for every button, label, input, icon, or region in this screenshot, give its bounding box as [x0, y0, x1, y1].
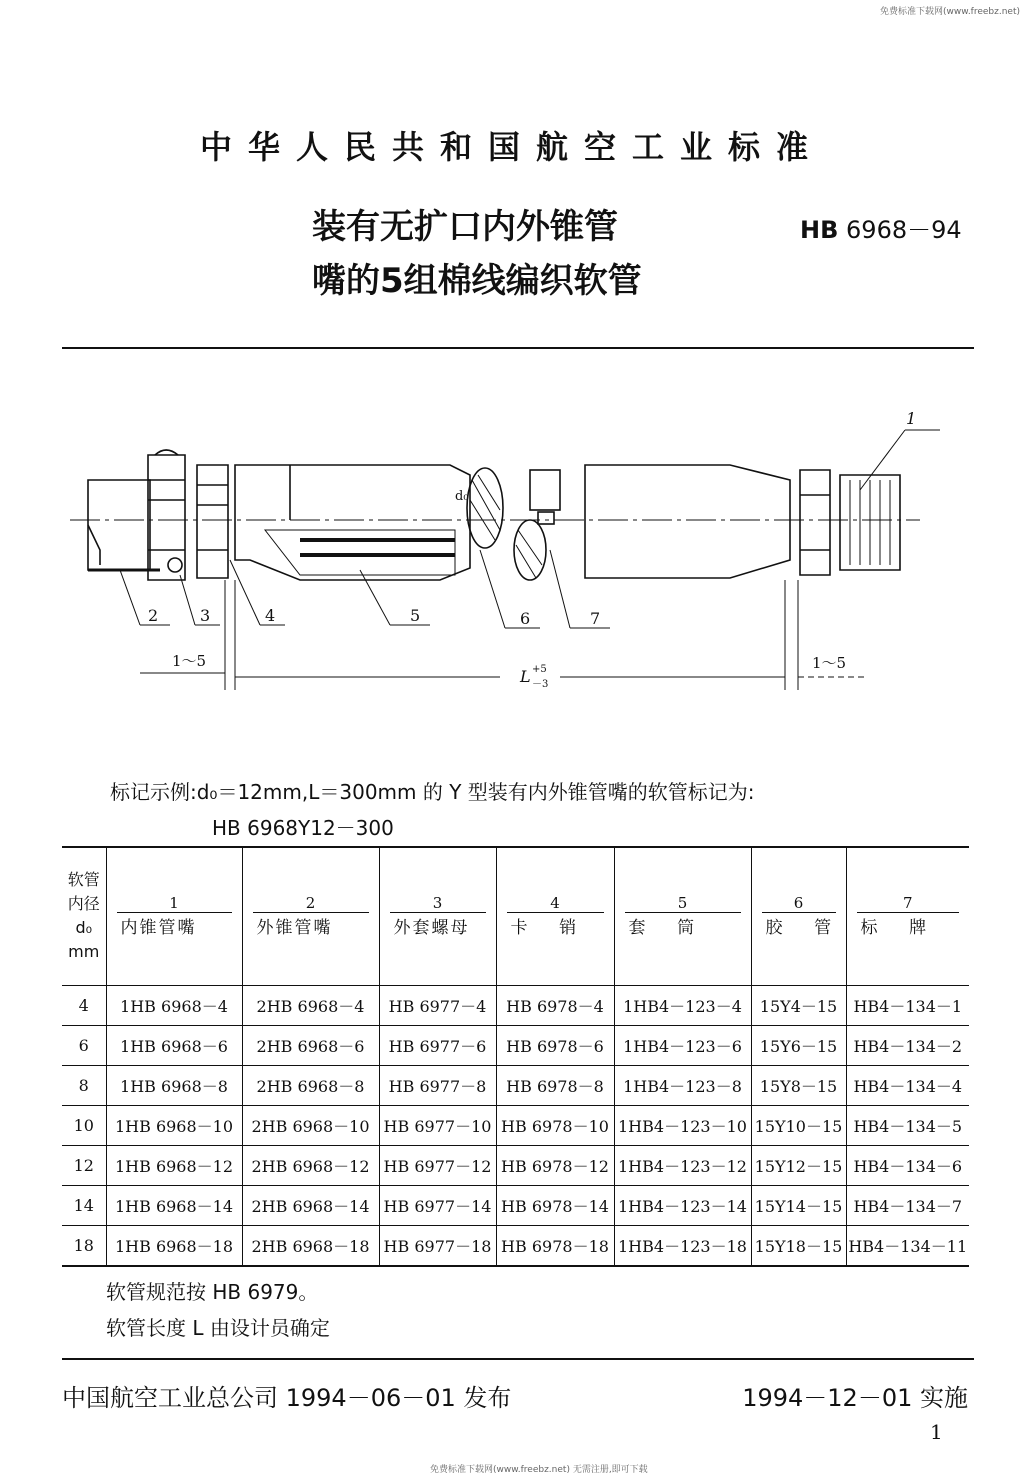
callout-3: 3: [200, 606, 211, 625]
table-cell: 2HB 6968－10: [242, 1105, 379, 1145]
table-cell: HB4－134－7: [846, 1185, 969, 1225]
table-cell: HB 6978－8: [496, 1065, 614, 1105]
table-cell: 1HB4－123－12: [614, 1145, 751, 1185]
table-cell: 1HB 6968－8: [106, 1065, 242, 1105]
table-cell: 1HB 6968－4: [106, 985, 242, 1025]
standard-code-prefix: HB: [800, 216, 839, 244]
table-row: [62, 985, 969, 1025]
table-cell: HB4－134－4: [846, 1065, 969, 1105]
table-cell: 15Y14－15: [751, 1185, 846, 1225]
sleeve-section-hatch: [265, 530, 455, 575]
header-col-1-name: 内锥管嘴: [117, 912, 232, 938]
table-cell: 1HB4－123－8: [614, 1065, 751, 1105]
callout-1: 1: [906, 409, 917, 428]
table-cell: 15Y4－15: [751, 985, 846, 1025]
dim-right-label: 1～5: [812, 654, 847, 672]
table-cell: 1HB4－123－10: [614, 1105, 751, 1145]
table-cell: HB4－134－1: [846, 985, 969, 1025]
table-cell: HB 6978－14: [496, 1185, 614, 1225]
header-col-3-name: 外套螺母: [390, 912, 486, 938]
table-cell: 1HB4－123－4: [614, 985, 751, 1025]
table-cell: HB 6977－6: [379, 1025, 496, 1065]
table-cell: 12: [62, 1145, 106, 1185]
document-title-line2: 嘴的5组棉线编织软管: [312, 261, 642, 301]
tag-band: [530, 470, 560, 510]
table-cell: 15Y6－15: [751, 1025, 846, 1065]
table-cell: 14: [62, 1185, 106, 1225]
header-col-7-name: 标 牌: [857, 912, 960, 938]
header-col-2-num: 2: [305, 894, 316, 913]
header-hose-bore-line1: 软管: [67, 870, 100, 890]
hose-assembly-drawing: [60, 400, 980, 700]
header-hose-bore-line2: 内径: [67, 894, 100, 914]
table-cell: 1HB4－123－6: [614, 1025, 751, 1065]
table-cell: 4: [62, 985, 106, 1025]
d0-label: d₀: [455, 489, 469, 504]
header-col-7-num: 7: [902, 894, 913, 913]
header-col-1-num: 1: [169, 894, 179, 913]
table-cell: 2HB 6968－18: [242, 1225, 379, 1266]
table-cell: HB 6978－18: [496, 1225, 614, 1266]
header-hose-bore-line4: mm: [68, 942, 100, 962]
dim-length-tol-lower: －3: [532, 679, 549, 690]
table-cell: HB 6977－18: [379, 1225, 496, 1266]
callout-5: 5: [410, 606, 421, 625]
header-hose-bore: [62, 847, 106, 985]
document-title-line1: 装有无扩口内外锥管: [312, 207, 618, 247]
callout-4: 4: [265, 606, 276, 625]
standard-code-number: 6968－94: [846, 216, 962, 244]
table-cell: 8: [62, 1065, 106, 1105]
header-hose-bore-line3: d₀: [75, 918, 93, 938]
header-col-4-name: 卡 销: [507, 912, 604, 938]
header-col-3-num: 3: [432, 894, 443, 913]
header-col-5-name: 套 筒: [625, 912, 741, 938]
table-cell: HB 6978－6: [496, 1025, 614, 1065]
header-col-7: [846, 847, 969, 985]
table-cell: HB 6977－10: [379, 1105, 496, 1145]
table-cell: 15Y12－15: [751, 1145, 846, 1185]
table-cell: HB 6978－4: [496, 985, 614, 1025]
dim-length-label: L: [520, 667, 531, 686]
table-cell: 15Y8－15: [751, 1065, 846, 1105]
header-col-2-name: 外锥管嘴: [253, 912, 369, 938]
table-cell: 15Y10－15: [751, 1105, 846, 1145]
sleeve: [235, 465, 470, 580]
dimension-lines: [140, 580, 865, 690]
right-nut: [800, 470, 830, 575]
header-col-6-num: 6: [793, 894, 804, 913]
table-cell: HB 6978－12: [496, 1145, 614, 1185]
header-col-2: [242, 847, 379, 985]
inner-cone-nipple: [88, 480, 150, 570]
table-cell: 2HB 6968－6: [242, 1025, 379, 1065]
watermark-top: 免费标准下载网(www.freebz.net): [880, 7, 1020, 17]
header-col-5-num: 5: [677, 894, 688, 913]
header-col-6-name: 胶 管: [762, 912, 836, 938]
header-col-4-num: 4: [550, 894, 560, 913]
callout-6: 6: [520, 609, 531, 628]
table-cell: 1HB 6968－18: [106, 1225, 242, 1266]
table-cell: HB 6977－4: [379, 985, 496, 1025]
table-cell: HB 6977－8: [379, 1065, 496, 1105]
table-cell: 10: [62, 1105, 106, 1145]
marking-code: HB 6968Y12－300: [212, 816, 394, 840]
table-cell: 18: [62, 1225, 106, 1266]
callout-7: 7: [590, 609, 601, 628]
table-cell: HB4－134－6: [846, 1145, 969, 1185]
lock-pin: [168, 558, 182, 572]
table-cell: HB 6977－12: [379, 1145, 496, 1185]
header-col-4: [496, 847, 614, 985]
table-cell: HB4－134－11: [846, 1225, 969, 1266]
table-cell: 1HB4－123－14: [614, 1185, 751, 1225]
table-cell: HB 6977－14: [379, 1185, 496, 1225]
table-cell: 6: [62, 1025, 106, 1065]
standard-code: [800, 210, 962, 245]
header-col-1: [106, 847, 242, 985]
sleeve-right: [585, 465, 790, 578]
page-number: 1: [930, 1420, 943, 1444]
table-cell: 1HB 6968－10: [106, 1105, 242, 1145]
table-cell: HB4－134－5: [846, 1105, 969, 1145]
header-col-6: [751, 847, 846, 985]
standard-title: 中华人民共和国航空工业标准: [199, 128, 824, 166]
note-hose-length: 软管长度 L 由设计员确定: [106, 1316, 330, 1340]
header-col-5: [614, 847, 751, 985]
footer-rule: [62, 1358, 974, 1360]
note-hose-spec: 软管规范按 HB 6979。: [106, 1280, 319, 1304]
watermark-bottom: 免费标准下载网(www.freebz.net) 无需注册,即可下载: [430, 1465, 648, 1475]
union-nut: [148, 455, 185, 580]
header-rule: [62, 347, 974, 349]
table-row: [62, 1145, 969, 1185]
issue-date: 中国航空工业总公司 1994－06－01 发布: [62, 1384, 512, 1412]
table-cell: 2HB 6968－12: [242, 1145, 379, 1185]
table-cell: 2HB 6968－14: [242, 1185, 379, 1225]
table-cell: 1HB 6968－12: [106, 1145, 242, 1185]
outer-sleeve-nut: [197, 465, 228, 578]
dim-length-tol-upper: +5: [532, 664, 547, 675]
table-cell: 1HB4－123－18: [614, 1225, 751, 1266]
table-row: [62, 1225, 969, 1266]
dim-left-label: 1～5: [172, 652, 207, 670]
table-cell: HB4－134－2: [846, 1025, 969, 1065]
table-cell: 2HB 6968－8: [242, 1065, 379, 1105]
parts-table: [62, 846, 969, 1267]
document-title: [312, 200, 642, 308]
callout-2: 2: [148, 606, 159, 625]
effective-date: 1994－12－01 实施: [742, 1384, 968, 1412]
table-cell: 1HB 6968－6: [106, 1025, 242, 1065]
table-row: [62, 1025, 969, 1065]
table-cell: HB 6978－10: [496, 1105, 614, 1145]
table-row: [62, 1105, 969, 1145]
marking-example: 标记示例:d₀＝12mm,L＝300mm 的 Y 型装有内外锥管嘴的软管标记为:: [110, 780, 755, 804]
callout-leaders: [120, 430, 940, 628]
table-cell: 1HB 6968－14: [106, 1185, 242, 1225]
table-row: [62, 1065, 969, 1105]
table-cell: 15Y18－15: [751, 1225, 846, 1266]
table-cell: 2HB 6968－4: [242, 985, 379, 1025]
table-row: [62, 1185, 969, 1225]
header-col-3: [379, 847, 496, 985]
